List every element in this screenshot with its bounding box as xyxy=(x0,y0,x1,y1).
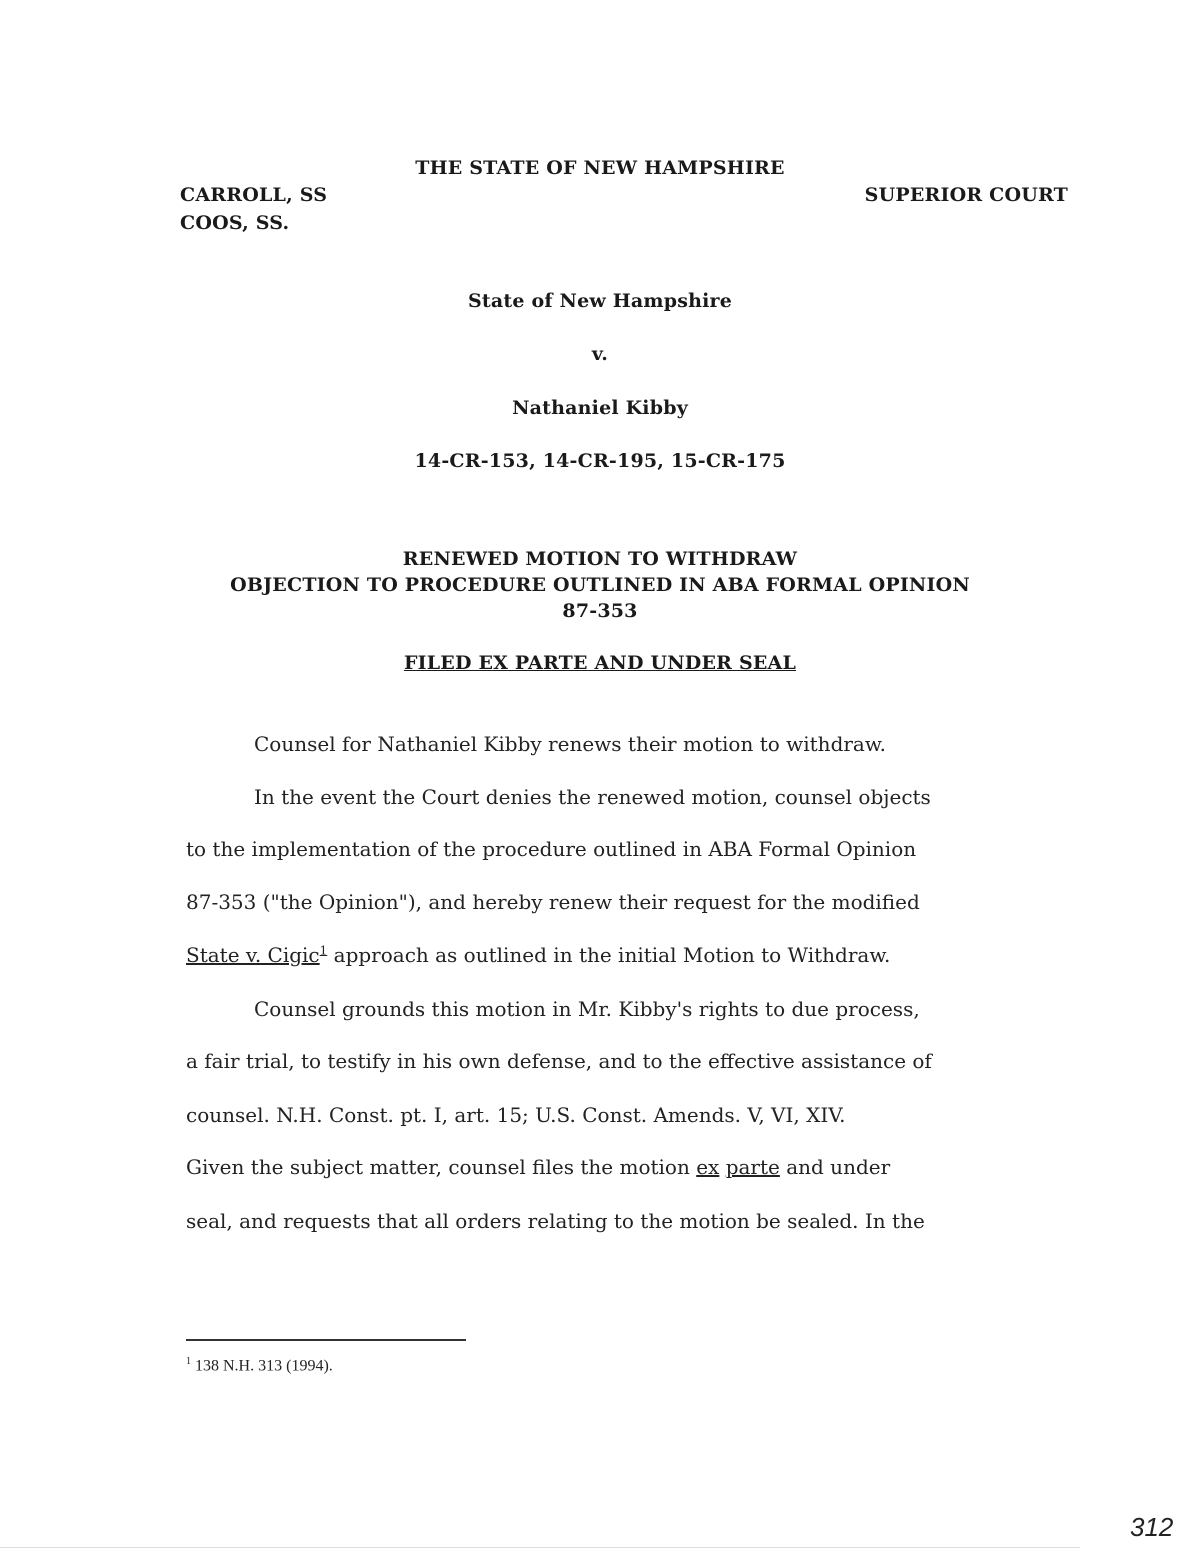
plaintiff: State of New Hampshire xyxy=(467,290,733,312)
footnote-divider xyxy=(186,1339,466,1341)
scan-edge xyxy=(0,1547,1080,1548)
footnote-ref: 1 xyxy=(319,943,328,958)
body-line xyxy=(186,1155,890,1179)
body-line: seal, and requests that all orders relating to the motion be sealed. In the xyxy=(186,1209,925,1233)
motion-title-line1: RENEWED MOTION TO WITHDRAW xyxy=(402,548,798,570)
case-citation: State v. Cigic xyxy=(186,943,320,967)
latin-ex: ex xyxy=(696,1155,720,1179)
body-line: Counsel grounds this motion in Mr. Kibby's rights to due process, xyxy=(254,997,920,1021)
county-carroll: CARROLL, SS xyxy=(180,184,328,206)
defendant: Nathaniel Kibby xyxy=(512,397,688,419)
body-text: and under xyxy=(779,1155,891,1179)
body-line: counsel. N.H. Const. pt. I, art. 15; U.S. Const. Amends. V, VI, XIV. xyxy=(186,1103,846,1127)
motion-title-line3: 87-353 xyxy=(562,600,638,622)
state-title: THE STATE OF NEW HAMPSHIRE xyxy=(415,157,785,179)
body-line: to the implementation of the procedure outlined in ABA Formal Opinion xyxy=(186,837,917,861)
body-text: Given the subject matter, counsel files the motion xyxy=(186,1155,697,1179)
court-name: SUPERIOR COURT xyxy=(864,184,1068,206)
handwritten-page-number: 312 xyxy=(1130,1512,1174,1542)
body-text: approach as outlined in the initial Motion to Withdraw. xyxy=(327,943,891,967)
body-line: a fair trial, to testify in his own defense, and to the effective assistance of xyxy=(186,1049,932,1073)
body-line: In the event the Court denies the renewed motion, counsel objects xyxy=(254,785,931,809)
footnote-marker: 1 xyxy=(186,1356,191,1367)
versus: v. xyxy=(591,343,609,365)
latin-parte: parte xyxy=(725,1155,780,1179)
body-line xyxy=(186,943,890,967)
county-coos: COOS, SS. xyxy=(180,212,290,234)
body-line: 87-353 ("the Opinion"), and hereby renew their request for the modified xyxy=(186,890,920,914)
body-line: Counsel for Nathaniel Kibby renews their motion to withdraw. xyxy=(254,732,886,756)
footnote-text: 138 N.H. 313 (1994). xyxy=(191,1357,333,1375)
case-numbers: 14-CR-153, 14-CR-195, 15-CR-175 xyxy=(414,450,786,472)
footnote xyxy=(186,1356,333,1375)
filed-note: FILED EX PARTE AND UNDER SEAL xyxy=(403,652,797,674)
motion-title-line2: OBJECTION TO PROCEDURE OUTLINED IN ABA FORMAL OPINION xyxy=(230,574,970,596)
